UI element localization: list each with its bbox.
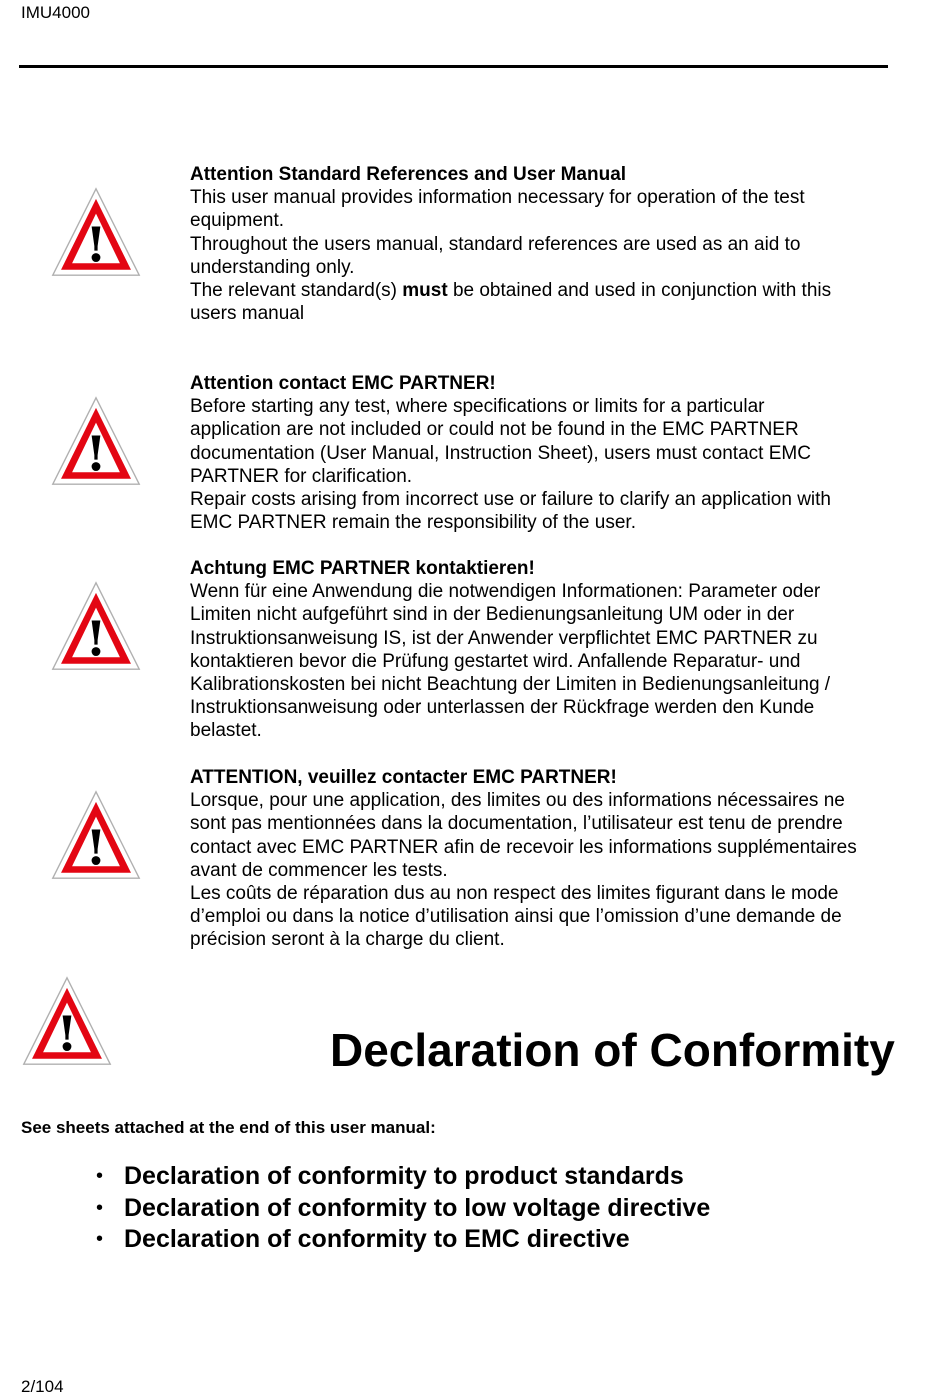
warning-triangle-icon	[21, 975, 113, 1067]
list-item-text: Declaration of conformity to product standards	[124, 1162, 684, 1190]
notice-text: Les coûts de réparation dus au non respect des limites figurant dans le mode d’emploi ou dans la notice d’utilisation ainsi que l’omission d’une demande de précision seront à la charge du client.	[190, 883, 842, 951]
contact-notice-english	[190, 372, 860, 534]
bullet: •	[96, 1196, 104, 1219]
contact-notice-german	[190, 557, 860, 743]
notice-heading: Attention contact EMC PARTNER!	[190, 373, 496, 394]
notice-text	[190, 279, 860, 325]
page-number: 2/104	[21, 1377, 64, 1396]
warning-mark: !	[85, 217, 107, 274]
conformity-list	[96, 1161, 710, 1256]
warning-mark: !	[85, 611, 107, 668]
header-rule	[19, 65, 888, 68]
conformity-intro: See sheets attached at the end of this user manual:	[21, 1118, 436, 1137]
notice-text: Repair costs arising from incorrect use or failure to clarify an application with EMC PARTNER remain the responsibility of the user.	[190, 489, 831, 534]
notice-heading: Achtung EMC PARTNER kontaktieren!	[190, 558, 535, 579]
warning-triangle-icon	[50, 395, 142, 487]
emphasis-must: must	[402, 280, 448, 302]
list-item-text: Declaration of conformity to low voltage directive	[124, 1193, 711, 1222]
contact-notice-french	[190, 766, 860, 952]
notice-text: This user manual provides information necessary for operation of the test equipment.	[190, 187, 805, 232]
warning-triangle-icon	[50, 789, 142, 881]
notice-text: Throughout the users manual, standard references are used as an aid to understanding only.	[190, 233, 801, 278]
list-item	[96, 1161, 710, 1193]
notice-heading: ATTENTION, veuillez contacter EMC PARTNER!	[190, 767, 617, 788]
list-item	[96, 1224, 710, 1256]
warning-mark: !	[56, 1006, 78, 1063]
notice-text: Lorsque, pour une application, des limites ou des informations nécessaires ne sont pas mentionnées dans la documentation, l’utilisateur est tenu de prendre contact avec EMC PARTNER afin de recevoir les informations supplémentaires avant de commencer les tests.	[190, 790, 857, 881]
warning-mark: !	[85, 820, 107, 877]
notice-text: Before starting any test, where specifications or limits for a particular application are not included or could not be found in the EMC PARTNER documentation (User Manual, Instruction Sheet), users must contact EMC PARTNER for clarification.	[190, 396, 811, 487]
bullet: •	[96, 1228, 104, 1250]
conformity-title: Declaration of Conformity	[330, 1024, 895, 1076]
standard-references-notice	[190, 163, 860, 325]
notice-text-part: be obtained and used in conjunction with this users manual	[190, 280, 832, 325]
notice-heading: Attention Standard References and User Manual	[190, 164, 627, 185]
notice-text-part: The relevant standard(s)	[190, 280, 403, 302]
bullet: •	[96, 1165, 104, 1187]
list-item	[96, 1193, 710, 1225]
warning-mark: !	[85, 426, 107, 483]
document-header-title: IMU4000	[21, 3, 90, 22]
warning-triangle-icon	[50, 186, 142, 278]
warning-triangle-icon	[50, 580, 142, 672]
notice-text: Wenn für eine Anwendung die notwendigen Informationen: Parameter oder Limiten nicht aufgeführt sind in der Bedienungsanleitung UM oder in der Instruktionsanweisung IS, ist der Anwender verpflichtet EMC PARTNER zu kontaktieren bevor die Prüfung gestartet wird. Anfallende Reparatur- und Kalibrationskosten bei nicht Beachtung der Limiten in Bedienungsanleitung / Instruktionsanweisung oder unterlassen der Rückfrage werden den Kunde belastet.	[190, 581, 831, 742]
list-item-text: Declaration of conformity to EMC directive	[124, 1225, 630, 1253]
